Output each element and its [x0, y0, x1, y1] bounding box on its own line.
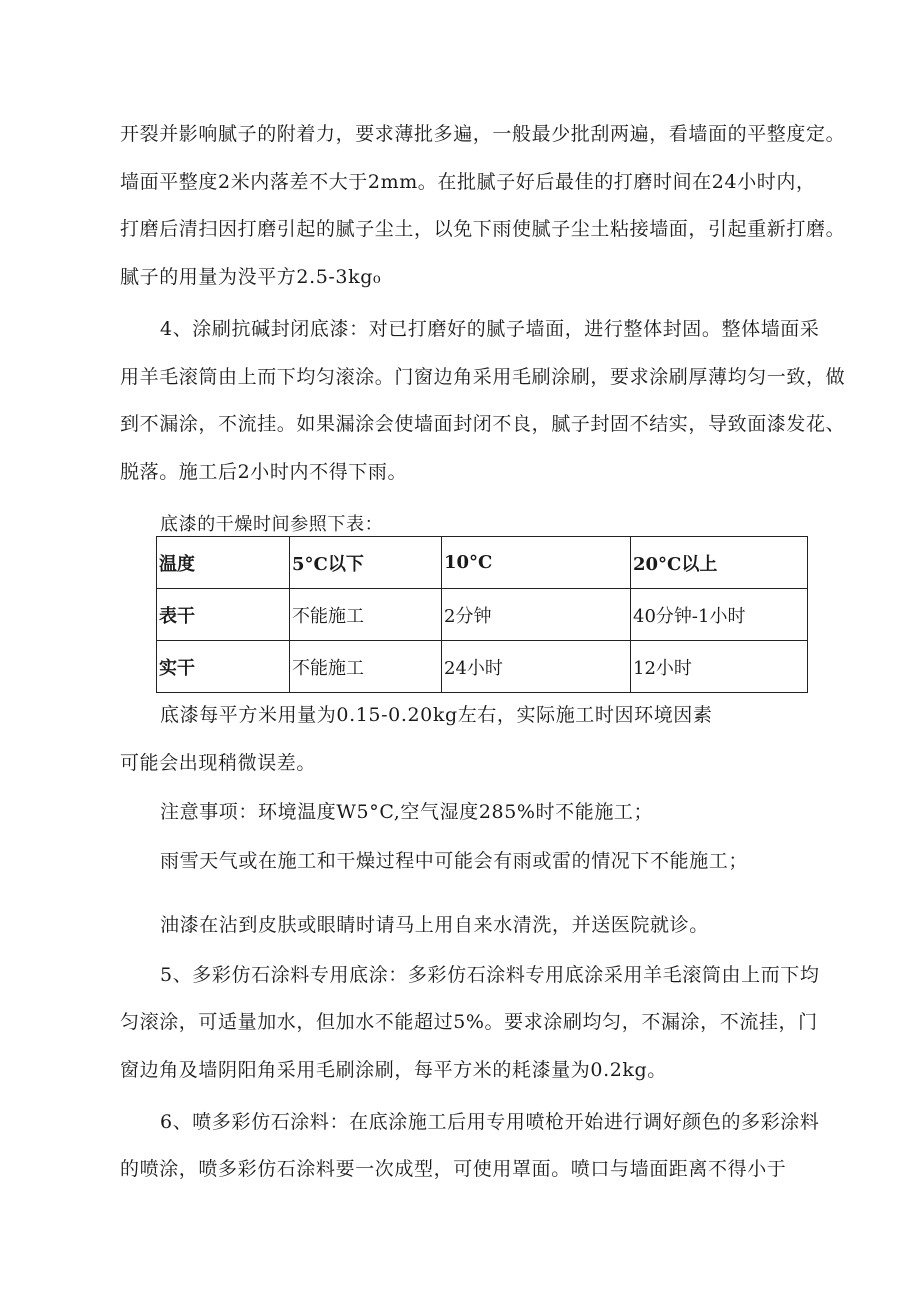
- table-cell: 12小时: [631, 641, 808, 693]
- notes-line: 注意事项：环境温度W5°C,空气湿度285%时不能施工；: [160, 801, 654, 823]
- table-cell: 20°C以上: [631, 537, 808, 589]
- table-row: [157, 641, 808, 693]
- paragraph-line: 脱落。施工后2小时内不得下雨。: [120, 461, 408, 483]
- notes-line: 油漆在沾到皮肤或眼睛时请马上用自来水清洗，并送医院就诊。: [160, 914, 709, 936]
- table-header-row: [157, 537, 808, 589]
- paragraph-line: 可能会出现稍微误差。: [120, 752, 317, 774]
- paragraph-line: 5、多彩仿石涂料专用底涂：多彩仿石涂料专用底涂采用羊毛滚筒由上而下均: [160, 964, 820, 986]
- table-row: [157, 589, 808, 641]
- paragraph-line: 用羊毛滚筒由上而下均匀滚涂。门窗边角采用毛刷涂刷，要求涂刷厚薄均匀一致，做: [120, 366, 846, 388]
- table-caption: 底漆的干燥时间参照下表：: [160, 514, 384, 535]
- paragraph-line: 到不漏涂，不流挂。如果漏涂会使墙面封闭不良，腻子封固不结实，导致面漆发花、: [120, 413, 846, 435]
- paragraph-line: 窗边角及墙阴阳角采用毛刷涂刷，每平方米的耗漆量为0.2kg。: [120, 1059, 667, 1081]
- paragraph-line: 的喷涂，喷多彩仿石涂料要一次成型，可使用罩面。喷口与墙面距离不得小于: [120, 1158, 787, 1180]
- paragraph-line: 墙面平整度2米内落差不大于2mm。在批腻子好后最佳的打磨时间在24小时内，: [120, 171, 816, 193]
- paragraph-line: 底漆每平方米用量为0.15-0.20kg左右，实际施工时因环境因素: [160, 704, 713, 726]
- table-cell: 24小时: [442, 641, 631, 693]
- table-cell: 5°C以下: [290, 537, 442, 589]
- drying-time-table: [156, 536, 808, 693]
- notes-line: 雨雪天气或在施工和干燥过程中可能会有雨或雷的情况下不能施工；: [160, 850, 749, 872]
- paragraph-line: 打磨后清扫因打磨引起的腻子尘土，以免下雨使腻子尘土粘接墙面，引起重新打磨。: [120, 218, 846, 240]
- paragraph-line: 开裂并影响腻子的附着力，要求薄批多遍，一般最少批刮两遍，看墙面的平整度定。: [120, 123, 846, 145]
- paragraph-line: 匀滚涂，可适量加水，但加水不能超过5%。要求涂刷均匀，不漏涂，不流挂，门: [120, 1011, 818, 1033]
- table-cell: 10°C: [442, 537, 631, 589]
- paragraph-line: 6、喷多彩仿石涂料：在底涂施工后用专用喷枪开始进行调好颜色的多彩涂料: [160, 1111, 820, 1133]
- table-cell: 表干: [157, 589, 290, 641]
- table-cell: 不能施工: [290, 641, 442, 693]
- paragraph-line: 4、涂刷抗碱封闭底漆：对已打磨好的腻子墙面，进行整体封固。整体墙面采: [160, 318, 820, 340]
- table-cell: 温度: [157, 537, 290, 589]
- table-cell: 40分钟-1小时: [631, 589, 808, 641]
- table-cell: 2分钟: [442, 589, 631, 641]
- paragraph-line: 腻子的用量为没平方2.5-3kg₀: [120, 266, 382, 288]
- table-cell: 不能施工: [290, 589, 442, 641]
- table-cell: 实干: [157, 641, 290, 693]
